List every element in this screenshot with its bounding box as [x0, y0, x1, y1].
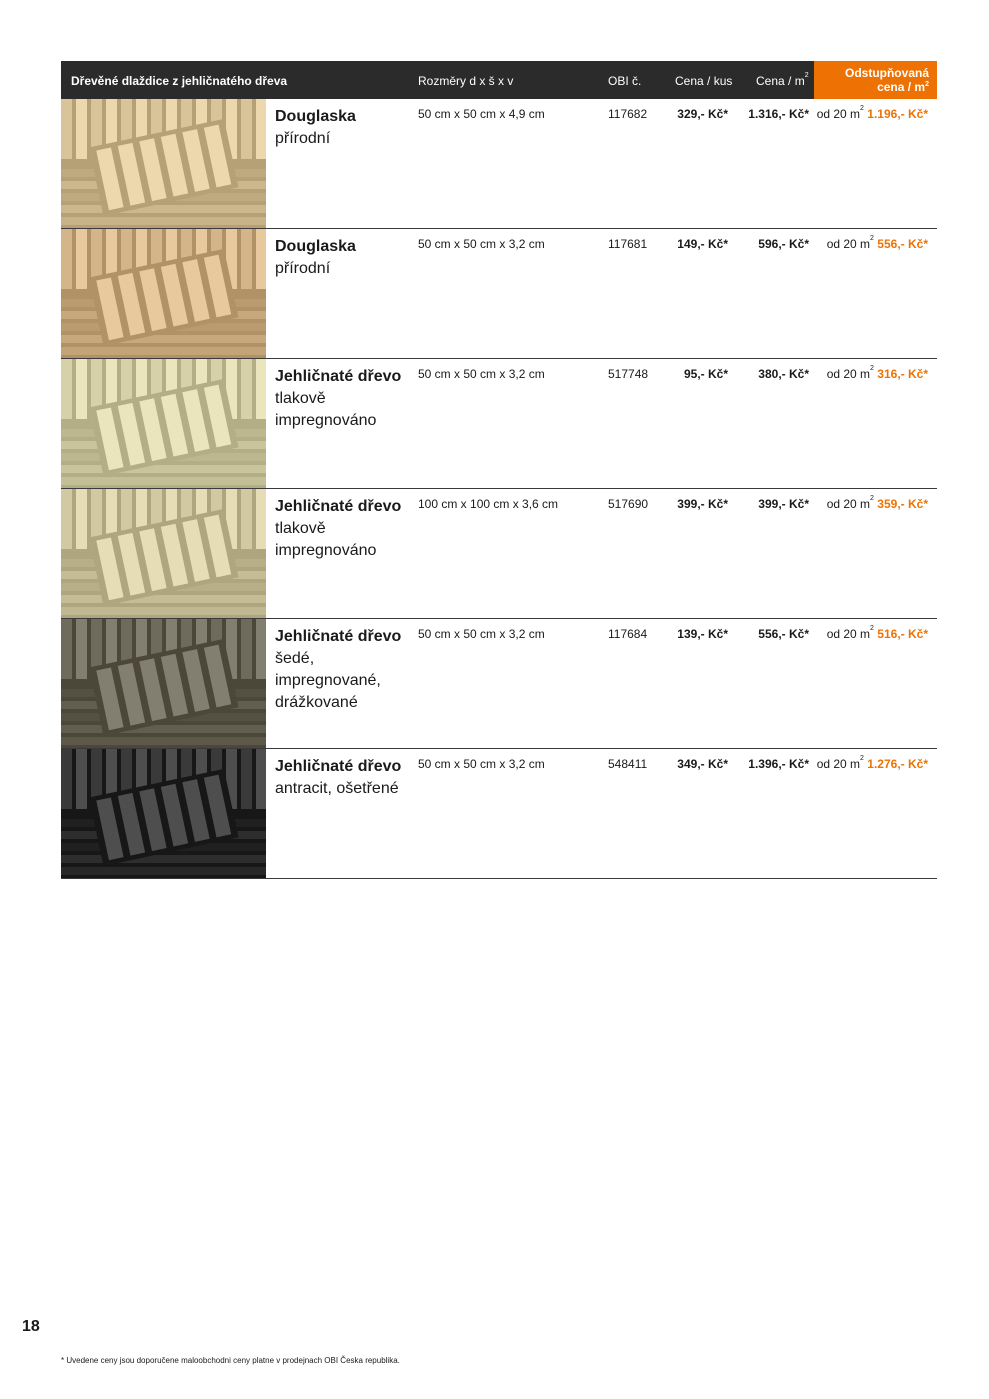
- footnote: * Uvedene ceny jsou doporučene maloobchodni ceny platne v prodejnach OBI Česka republika.: [61, 1356, 400, 1365]
- price-per-m2: 556,- Kč*: [758, 627, 809, 641]
- product-obi-number: 117681: [608, 237, 648, 251]
- price-per-m2: 1.316,- Kč*: [748, 107, 809, 121]
- graduated-price-value: 516,- Kč*: [877, 627, 928, 641]
- product-title: Douglaska: [275, 238, 356, 255]
- graduated-price: od 20 $m^2$ 516,- Kč*: [826, 625, 928, 641]
- graduated-price: od 20 $m^2$ 1.196,- Kč*: [816, 105, 928, 121]
- header-graduated-price: Odstupňovaná cena / $m^2$: [814, 61, 937, 99]
- header-dims: Rozměry d x š x v: [418, 74, 514, 88]
- product-name: [275, 626, 410, 714]
- graduated-price: od 20 $m^2$ 359,- Kč*: [826, 495, 928, 511]
- graduated-price: od 20 $m^2$ 556,- Kč*: [826, 235, 928, 251]
- product-dimensions: 50 cm x 50 cm x 3,2 cm: [418, 367, 545, 381]
- product-image: [61, 99, 266, 228]
- header-obi: OBI č.: [608, 74, 642, 88]
- product-dimensions: 100 cm x 100 cm x 3,6 cm: [418, 497, 559, 511]
- header-title: Dřevěné dlaždice z jehličnatého dřeva: [71, 74, 288, 88]
- price-per-m2: 380,- Kč*: [758, 367, 809, 381]
- price-per-m2: 596,- Kč*: [758, 237, 809, 251]
- product-description: antracit, ošetřené: [275, 780, 399, 797]
- product-title: Jehličnaté dřevo: [275, 498, 402, 515]
- product-title: Douglaska: [275, 108, 356, 125]
- product-description: tlakově impregnováno: [275, 520, 377, 559]
- product-description: tlakově impregnováno: [275, 390, 377, 429]
- price-per-piece: 139,- Kč*: [677, 627, 728, 641]
- product-description: šedé, impregnované, drážkované: [275, 650, 381, 711]
- product-obi-number: 548411: [608, 757, 648, 771]
- product-image: [61, 749, 266, 878]
- product-image: [61, 359, 266, 488]
- table-row: [61, 359, 937, 489]
- product-dimensions: 50 cm x 50 cm x 4,9 cm: [418, 107, 545, 121]
- product-table: [61, 61, 937, 879]
- price-per-m2: 1.396,- Kč*: [748, 757, 809, 771]
- header-price-piece: Cena / kus: [675, 74, 733, 88]
- product-dimensions: 50 cm x 50 cm x 3,2 cm: [418, 757, 545, 771]
- product-image: [61, 229, 266, 358]
- price-per-m2: 399,- Kč*: [758, 497, 809, 511]
- graduated-prefix: od 20 m: [826, 237, 871, 251]
- graduated-prefix: od 20 m: [826, 497, 871, 511]
- graduated-price: od 20 $m^2$ 1.276,- Kč*: [816, 755, 928, 771]
- product-name: [275, 756, 410, 800]
- graduated-prefix: od 20 m: [816, 757, 861, 771]
- header-price-m2: Cena / $m^2$: [756, 72, 809, 88]
- product-description: přírodní: [275, 130, 331, 147]
- price-per-piece: 329,- Kč*: [677, 107, 728, 121]
- product-dimensions: 50 cm x 50 cm x 3,2 cm: [418, 627, 545, 641]
- page-number: 18: [22, 1318, 40, 1335]
- product-title: Jehličnaté dřevo: [275, 628, 402, 645]
- graduated-prefix: od 20 m: [826, 627, 871, 641]
- graduated-price-value: 1.196,- Kč*: [867, 107, 928, 121]
- product-name: [275, 366, 410, 432]
- table-row: [61, 99, 937, 229]
- product-image: [61, 619, 266, 748]
- graduated-price-value: 556,- Kč*: [877, 237, 928, 251]
- product-name: [275, 496, 410, 562]
- product-obi-number: 517748: [608, 367, 649, 381]
- table-row: [61, 749, 937, 879]
- graduated-prefix: od 20 m: [826, 367, 871, 381]
- price-per-piece: 95,- Kč*: [683, 367, 728, 381]
- table-row: [61, 489, 937, 619]
- price-per-piece: 399,- Kč*: [677, 497, 728, 511]
- product-description: přírodní: [275, 260, 331, 277]
- graduated-price: od 20 $m^2$ 316,- Kč*: [826, 365, 928, 381]
- product-name: [275, 106, 410, 150]
- table-header: [61, 61, 937, 99]
- table-row: [61, 229, 937, 359]
- product-dimensions: 50 cm x 50 cm x 3,2 cm: [418, 237, 545, 251]
- product-obi-number: 517690: [608, 497, 649, 511]
- price-per-piece: 149,- Kč*: [677, 237, 728, 251]
- product-title: Jehličnaté dřevo: [275, 368, 402, 385]
- graduated-prefix: od 20 m: [816, 107, 861, 121]
- product-name: [275, 236, 410, 280]
- graduated-price-value: 1.276,- Kč*: [867, 757, 928, 771]
- product-title: Jehličnaté dřevo: [275, 758, 402, 775]
- graduated-price-value: 359,- Kč*: [877, 497, 928, 511]
- graduated-price-value: 316,- Kč*: [877, 367, 928, 381]
- price-per-piece: 349,- Kč*: [677, 757, 728, 771]
- table-body: [61, 99, 937, 879]
- product-image: [61, 489, 266, 618]
- product-obi-number: 117682: [608, 107, 648, 121]
- product-obi-number: 117684: [608, 627, 648, 641]
- table-row: [61, 619, 937, 749]
